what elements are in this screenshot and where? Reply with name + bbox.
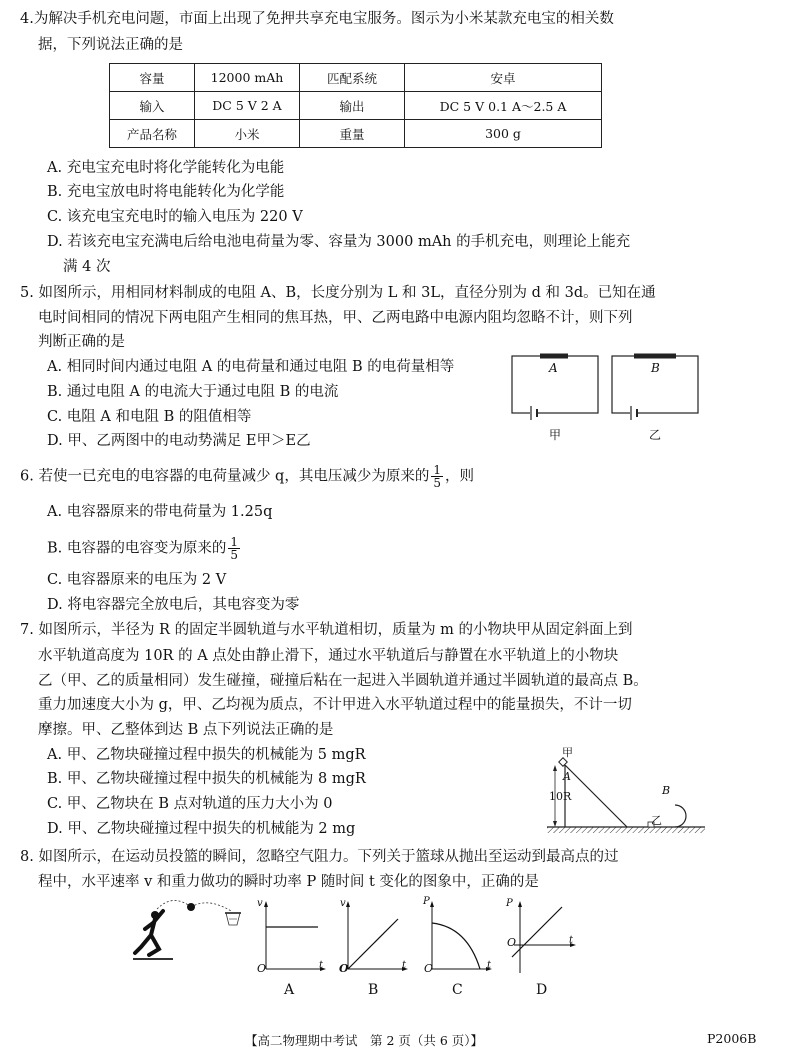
graph-c-caption: C <box>452 982 463 998</box>
graph-b-origin: O <box>339 962 349 975</box>
q5-option-d: D. 甲、乙两图中的电动势满足 E甲＞E乙 <box>47 433 311 449</box>
q5-stem-line2: 电时间相同的情况下两电阻产生相同的焦耳热，甲、乙两电路中电源内阻均忽略不计，则下列 <box>38 310 633 326</box>
fraction-denominator: 5 <box>433 476 441 490</box>
graph-d-caption: D <box>536 982 548 998</box>
q4-spec-table <box>109 63 602 148</box>
graph-a <box>264 901 326 971</box>
q8-stem-line1: 8. 如图所示，在运动员投篮的瞬间，忽略空气阻力。下列关于篮球从抛出至运动到最高点的过 <box>20 849 619 865</box>
player-body <box>135 911 163 955</box>
q6-option-a: A. 电容器原来的带电荷量为 1.25q <box>47 504 273 520</box>
graph-b-ylabel: v <box>340 898 346 909</box>
q5-circuit-figure <box>510 353 710 428</box>
basketball-icon <box>187 903 195 911</box>
q4-option-c: C. 该充电宝充电时的输入电压为 220 V <box>47 209 303 225</box>
q7-label-a: A <box>563 770 571 783</box>
incline-slope <box>565 765 627 827</box>
graph-c-origin: O <box>424 962 434 975</box>
table-row <box>110 64 602 92</box>
q7-stem-line4: 重力加速度大小为 g，甲、乙均视为质点，不计甲进入水平轨道过程中的能量损失，不计一切 <box>38 697 632 713</box>
q6-option-b-text: B. 电容器的电容变为原来的 <box>47 540 227 557</box>
table-cell: 12000 mAh <box>195 64 300 92</box>
q6-option-b <box>47 536 242 561</box>
q4-option-d: D. 若该充电宝充满电后给电池电荷量为零、容量为 3000 mAh 的手机充电，则理论上能充 <box>47 234 631 250</box>
table-cell: 安卓 <box>405 64 602 92</box>
table-cell: 300 g <box>405 120 602 148</box>
table-cell: DC 5 V 2 A <box>195 92 300 120</box>
q5-option-a: A. 相同时间内通过电阻 A 的电荷量和通过电阻 B 的电荷量相等 <box>47 359 455 375</box>
q6-option-d: D. 将电容器完全放电后，其电容变为零 <box>47 597 300 613</box>
q6-stem-post: ，则 <box>444 468 474 485</box>
q8-graphs <box>252 897 582 977</box>
table-cell: 输入 <box>110 92 195 120</box>
graph-a-ylabel: v <box>257 898 263 909</box>
table-cell: 匹配系统 <box>300 64 405 92</box>
semicircle-track <box>675 805 686 827</box>
q4-stem-line1: 4.为解决手机充电问题，市面上出现了免押共享充电宝服务。图示为小米某款充电宝的相关数 <box>20 11 614 27</box>
q6-option-c: C. 电容器原来的电压为 2 V <box>47 572 227 588</box>
graph-a-origin: O <box>257 962 267 975</box>
table-cell: 容量 <box>110 64 195 92</box>
circuit-yi-caption: 乙 <box>649 428 662 442</box>
graph-d-ylabel: P <box>506 898 513 909</box>
graph-c-curve <box>432 923 480 969</box>
graph-b <box>346 901 408 971</box>
q6-stem-pre: 6. 若使一已充电的电容器的电荷量减少 q，其电压减少为原来的 <box>20 468 430 485</box>
table-row <box>110 120 602 148</box>
table-cell: DC 5 V 0.1 A～2.5 A <box>405 92 602 120</box>
fraction-denominator: 5 <box>230 548 239 562</box>
q7-label-height: 10R <box>549 790 572 803</box>
q6-fraction <box>431 464 443 489</box>
exam-code: P2006B <box>707 1031 757 1046</box>
q7-option-b: B. 甲、乙物块碰撞过程中损失的机械能为 8 mgR <box>47 771 366 787</box>
q4-option-a: A. 充电宝充电时将化学能转化为电能 <box>47 160 285 176</box>
ball-trajectory <box>157 900 191 909</box>
graph-c-ylabel: P <box>423 896 430 907</box>
q8-stem-line2: 程中，水平速率 v 和重力做功的瞬时功率 P 随时间 t 变化的图象中，正确的是 <box>38 874 539 890</box>
q4-option-d-cont: 满 4 次 <box>63 259 111 275</box>
graph-c-xlabel: t <box>487 960 492 971</box>
circuit-jia-caption: 甲 <box>549 428 562 442</box>
graph-b-xlabel: t <box>402 960 407 971</box>
graph-d-xlabel: t <box>569 935 574 946</box>
graph-a-xlabel: t <box>319 960 324 971</box>
page-footer: 【高二物理期中考试 第 2 页（共 6 页）】 <box>245 1033 484 1048</box>
q5-option-c: C. 电阻 A 和电阻 B 的阻值相等 <box>47 409 252 425</box>
q4-stem-line2: 据，下列说法正确的是 <box>38 37 183 53</box>
basketball-player-illustration <box>133 897 248 967</box>
table-cell: 重量 <box>300 120 405 148</box>
graph-d-origin: O <box>507 936 517 949</box>
q6-stem <box>20 464 474 489</box>
graph-d <box>512 901 576 973</box>
table-row <box>110 92 602 120</box>
q7-label-b: B <box>662 784 671 797</box>
q5-stem-line1: 5. 如图所示，用相同材料制成的电阻 A、B，长度分别为 L 和 3L，直径分别为 d 和 3d。已知在通 <box>20 285 656 301</box>
graph-b-caption: B <box>368 982 379 998</box>
q7-stem-line1: 7. 如图所示，半径为 R 的固定半圆轨道与水平轨道相切，质量为 m 的小物块甲从固定斜面上到 <box>20 622 633 638</box>
table-cell: 小米 <box>195 120 300 148</box>
ground-hatch <box>547 827 705 833</box>
q6-option-b-fraction <box>228 536 240 561</box>
q7-stem-line2: 水平轨道高度为 10R 的 A 点处由静止滑下，通过水平轨道后与静置在水平轨道上的小物块 <box>38 648 619 664</box>
resistor-a-label: A <box>549 361 558 375</box>
q7-label-yi: 乙 <box>651 814 662 827</box>
table-cell: 产品名称 <box>110 120 195 148</box>
graph-c <box>430 901 492 971</box>
graph-b-curve <box>348 919 398 969</box>
q7-stem-line5: 摩擦。甲、乙整体到达 B 点下列说法正确的是 <box>38 722 334 738</box>
q7-option-a: A. 甲、乙物块碰撞过程中损失的机械能为 5 mgR <box>47 747 366 763</box>
q5-option-b: B. 通过电阻 A 的电流大于通过电阻 B 的电流 <box>47 384 339 400</box>
q4-option-b: B. 充电宝放电时将电能转化为化学能 <box>47 184 285 200</box>
resistor-b-label: B <box>651 361 660 375</box>
fraction-numerator: 1 <box>230 535 239 549</box>
q5-stem-line3: 判断正确的是 <box>38 334 125 350</box>
graph-a-caption: A <box>284 982 295 998</box>
q7-option-c: C. 甲、乙物块在 B 点对轨道的压力大小为 0 <box>47 796 333 812</box>
q7-stem-line3: 乙（甲、乙的质量相同）发生碰撞，碰撞后粘在一起进入半圆轨道并通过半圆轨道的最高点 B。 <box>38 673 648 689</box>
fraction-numerator: 1 <box>433 463 441 477</box>
table-cell: 输出 <box>300 92 405 120</box>
q7-label-jia: 甲 <box>562 746 573 759</box>
q7-option-d: D. 甲、乙物块碰撞过程中损失的机械能为 2 mg <box>47 821 356 837</box>
